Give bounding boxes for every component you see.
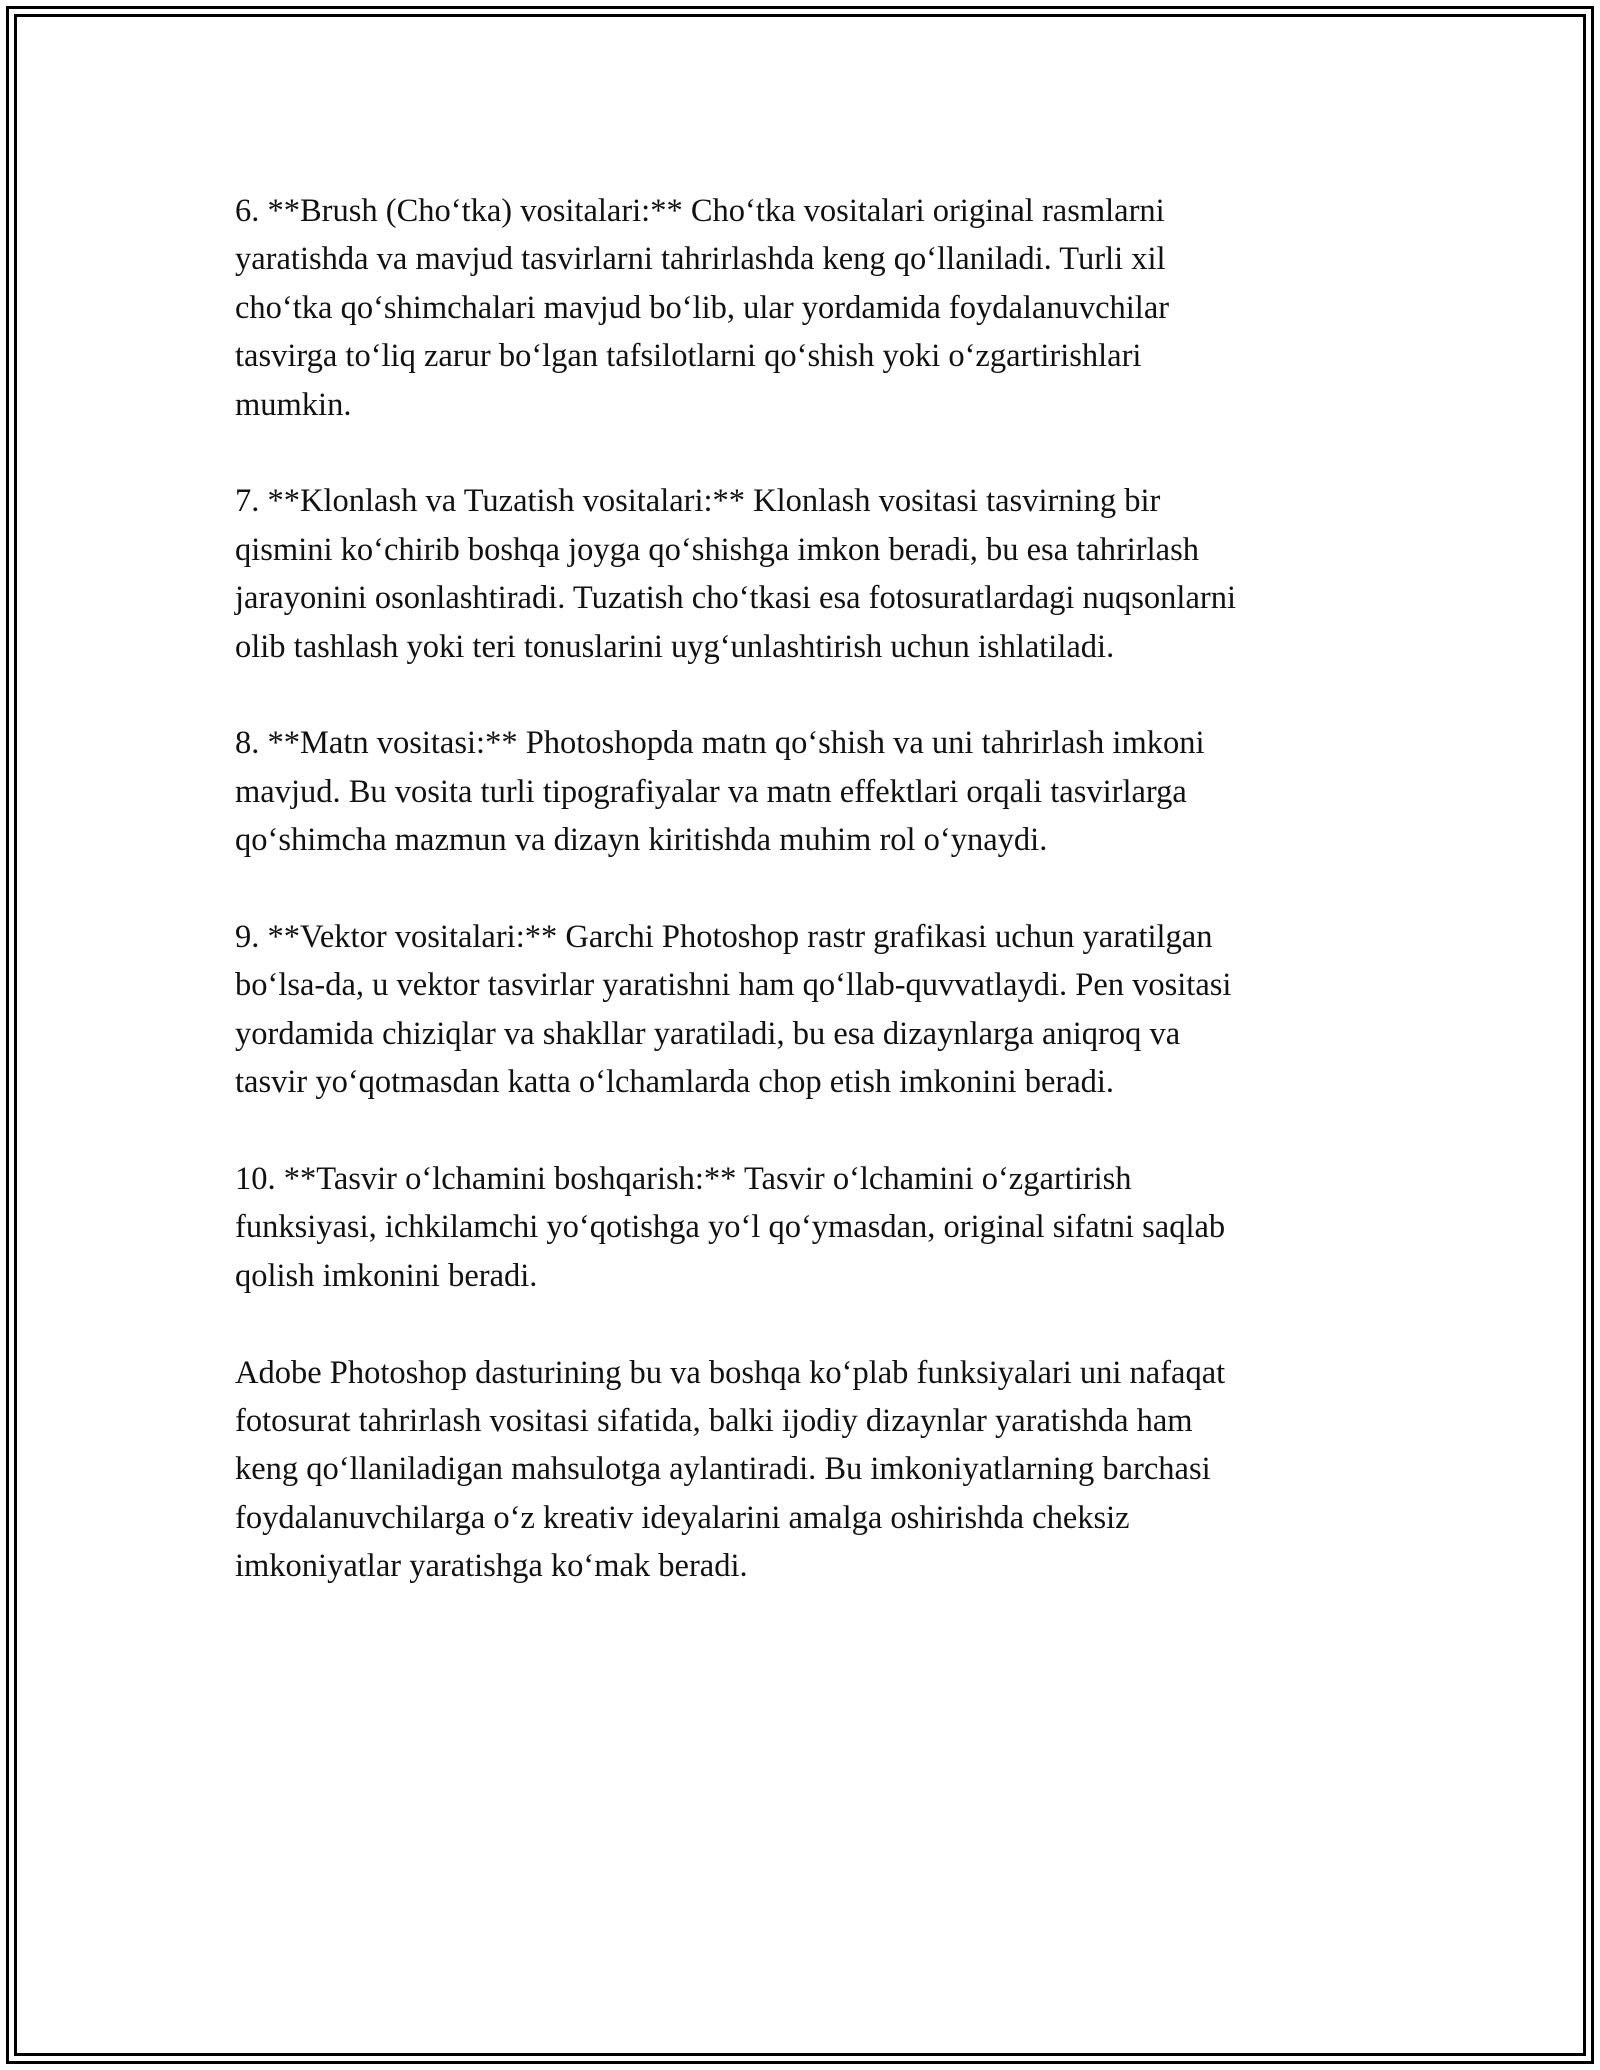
- paragraph-image-size: 10. **Tasvir o‘lchamini boshqarish:** Tasvir o‘lchamini o‘zgartirish funksiyasi, ichkilamchi yo‘qotishga yo‘l qo‘ymasdan, original sifatni saqlab qolish imkonini beradi.: [235, 1161, 1226, 1294]
- paragraph-vector-tools: 9. **Vektor vositalari:** Garchi Photoshop rastr grafikasi uchun yaratilgan bo‘lsa-da, u vektor tasvirlar yaratishni ham qo‘llab-quvvatlaydi. Pen vositasi yordamida chiziqlar va shakllar yaratiladi, bu esa dizaynlarga aniqroq va tasvir yo‘qotmasdan katta o‘lchamlarda chop etish imkonini beradi.: [235, 919, 1232, 1101]
- document-body: [235, 187, 1395, 1639]
- paragraph-text-tool: 8. **Matn vositasi:** Photoshopda matn qo‘shish va uni tahrirlash imkoni mavjud. Bu vosita turli tipografiyalar va matn effektlari orqali tasvirlarga qo‘shimcha mazmun va dizayn kiritishda muhim rol o‘ynaydi.: [235, 725, 1205, 859]
- paragraph-brush-tools: 6. **Brush (Cho‘tka) vositalari:** Cho‘tka vositalari original rasmlarni yaratishda va mavjud tasvirlarni tahrirlashda keng qo‘llaniladi. Turli xil cho‘tka qo‘shimchalari mavjud bo‘lib, ular yordamida foydalanuvchilar tasvirga to‘liq zarur bo‘lgan tafsilotlarni qo‘shish yoki o‘zgartirishlari mumkin.: [235, 193, 1170, 423]
- paragraph-clone-healing-tools: 7. **Klonlash va Tuzatish vositalari:** Klonlash vositasi tasvirning bir qismini ko‘chirib boshqa joyga qo‘shishga imkon beradi, bu esa tahrirlash jarayonini osonlashtiradi. Tuzatish cho‘tkasi esa fotosuratlardagi nuqsonlarni olib tashlash yoki teri tonuslarini uyg‘unlashtirish uchun ishlatiladi.: [235, 483, 1236, 665]
- paragraph-conclusion: Adobe Photoshop dasturining bu va boshqa ko‘plab funksiyalari uni nafaqat fotosurat tahrirlash vositasi sifatida, balki ijodiy dizaynlar yaratishda ham keng qo‘llaniladigan mahsulotga aylantiradi. Bu imkoniyatlarning barchasi foydalanuvchilarga o‘z kreativ ideyalarini amalga oshirishda cheksiz imkoniyatlar yaratishga ko‘mak beradi.: [235, 1354, 1226, 1585]
